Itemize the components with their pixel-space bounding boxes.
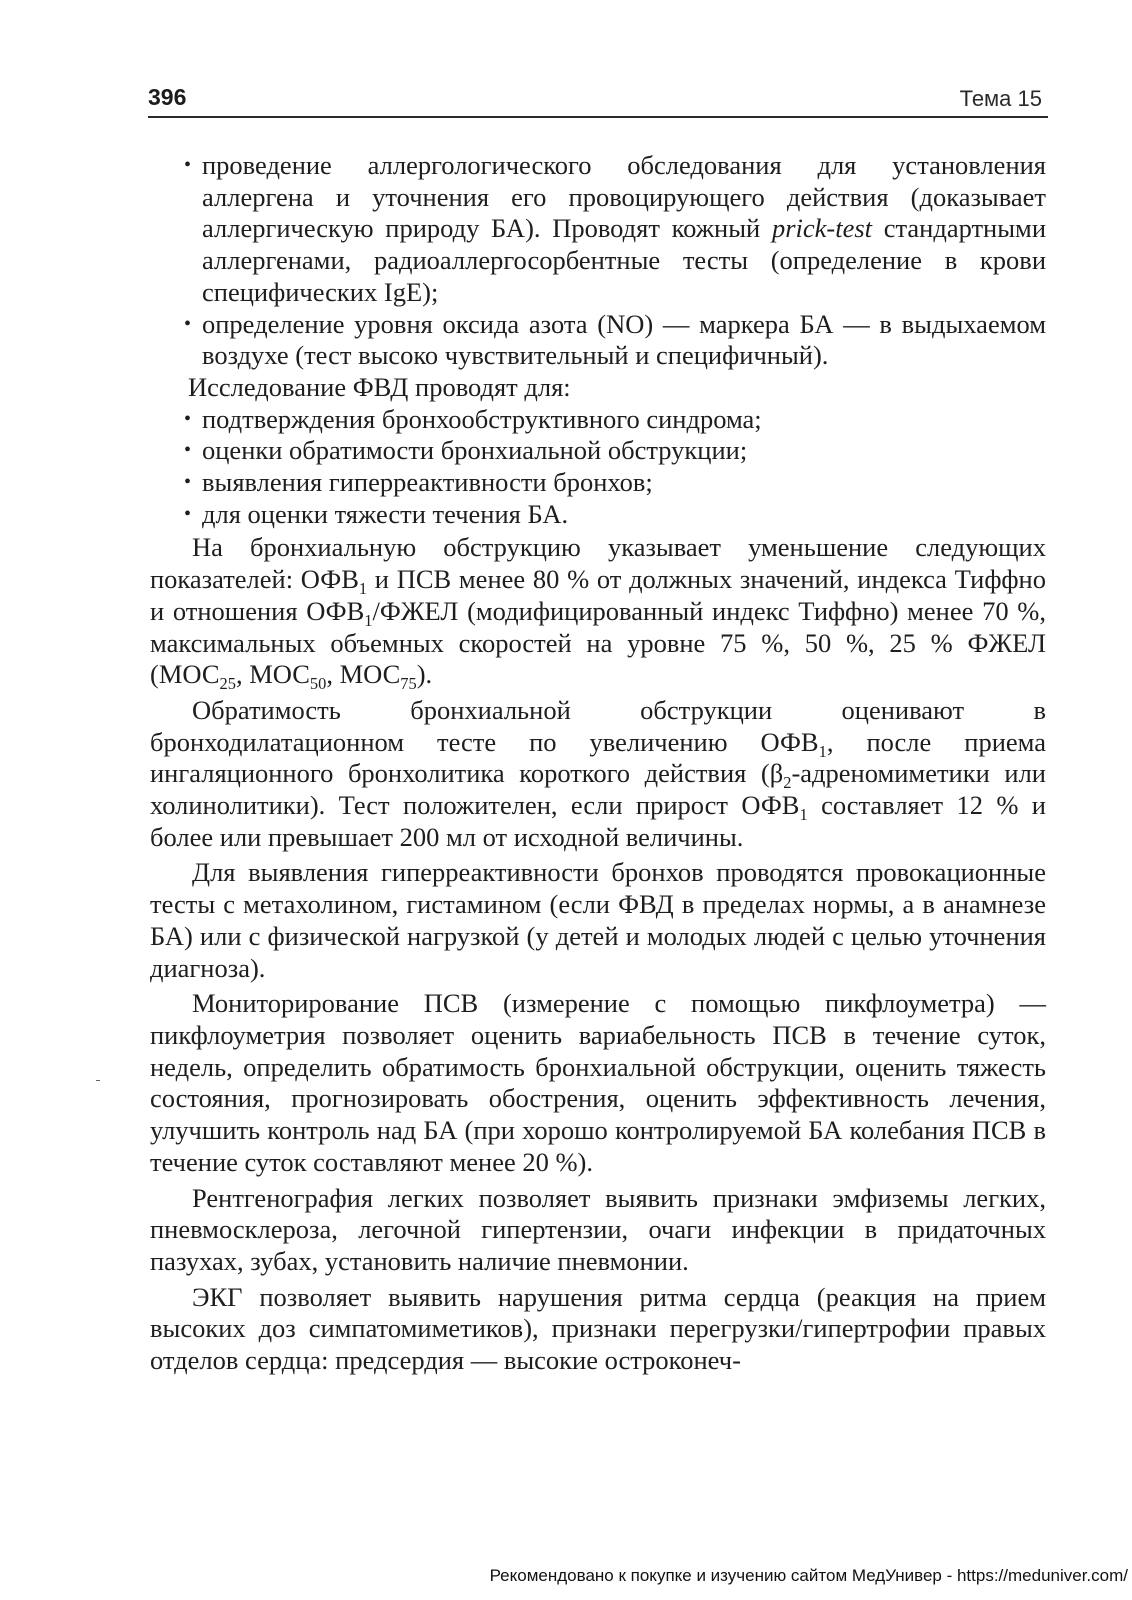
text-run: , МОС: [235, 659, 310, 690]
margin-mark: [96, 1080, 100, 1081]
text-run: На бронхиальную обструкцию указывает уменьшение следующих показателей: ОФВ: [150, 532, 1046, 595]
page-number: 396: [148, 84, 187, 110]
text-run: ).: [416, 659, 433, 690]
body-text: [150, 150, 1046, 1381]
list-item: [150, 309, 1046, 372]
paragraph-monitoring: Мониторирование ПСВ (измерение с помощью пикфлоуметра) — пикфлоуметрия позволяет оценить вариабельность ПСВ в течение суток, недель, определить обратимость бронхиальной обструкции, оценить тяжесть состояния, прогнозировать обострения, оценить эффективность лечения, улучшить контроль над БА (при хорошо контролируемой БА колебания ПСВ в течение суток составляют менее 20 %).: [150, 988, 1046, 1177]
list-item: [150, 499, 1046, 531]
paragraph-ecg: ЭКГ позволяет выявить нарушения ритма сердца (реакция на прием высоких доз симпатомиметиков), признаки перегрузки/гипертрофии правых отделов сердца: предсердия — высокие остроконеч-: [150, 1281, 1046, 1376]
list-item: [150, 435, 1046, 467]
running-title: Тема 15: [959, 86, 1042, 111]
list-item: [150, 404, 1046, 436]
bullet-text: выявления гиперреактивности бронхов;: [202, 467, 653, 498]
subscript: 1: [364, 610, 373, 630]
bullet-icon: •: [184, 312, 192, 335]
text-run: и ПСВ менее 80 % от должных значений, индекса Тиффно и отношения ОФВ: [150, 564, 1046, 626]
text-run: , после приема ингаляционного бронхолитика короткого действия (β: [150, 726, 1046, 789]
list-item: [150, 150, 1046, 309]
bullet-text-part: стандартными аллергенами, радиоаллергосорбентные тесты (определение в крови специфических IgE);: [202, 213, 1046, 307]
bullet-icon: •: [184, 471, 192, 494]
text-run: /ФЖЕЛ (модифицированный индекс Тиффно) менее 70 %, максимальных объемных скоростей на уровне 75 %, 50 %, 25 % ФЖЕЛ (МОС: [150, 595, 1046, 690]
subscript: 2: [783, 773, 792, 793]
list-item: [150, 467, 1046, 499]
text-run: -адреномиметики или холинолитики). Тест положителен, если прирост ОФВ: [150, 758, 1046, 821]
subscript: 25: [219, 674, 236, 693]
bullet-icon: •: [184, 407, 192, 430]
allergy-bullet-list: [150, 150, 1046, 372]
prick-test-term: prick-test: [771, 213, 873, 244]
page-header: [148, 84, 1048, 114]
subscript: 75: [400, 674, 417, 693]
subscript: 50: [309, 674, 327, 693]
subscript: 1: [818, 741, 827, 761]
paragraph-obstruction: [150, 532, 1046, 691]
bullet-icon: •: [184, 502, 192, 525]
bullet-text: оценки обратимости бронхиальной обструкции;: [202, 435, 748, 466]
footer-recommendation: Рекомендовано к покупке и изучению сайтом МедУнивер - https://meduniver.com/: [489, 1566, 1128, 1585]
paragraph-reversibility: [150, 695, 1046, 854]
header-rule: [148, 116, 1048, 118]
subscript: 1: [799, 804, 808, 824]
fvd-lead: Исследование ФВД проводят для:: [188, 371, 571, 402]
text-run: составляет 12 % и более или превышает 200 мл от исходной величины.: [150, 790, 1046, 852]
paragraph-hyperreactivity: Для выявления гиперреактивности бронхов проводятся провокационные тесты с метахолином, гистамином (если ФВД в пределах нормы, а в анамнезе БА) или с физической нагрузкой (у детей и молодых людей с целью уточнения диагноза).: [150, 857, 1046, 983]
bullet-icon: •: [184, 439, 192, 462]
bullet-text: определение уровня оксида азота (NO) — маркера БА — в выдыхаемом воздухе (тест высоко чувствительный и специфичный).: [202, 308, 1046, 371]
paragraph-xray: Рентгенография легких позволяет выявить признаки эмфиземы легких, пневмосклероза, легочной гипертензии, очаги инфекции в придаточных пазухах, зубах, установить наличие пневмонии.: [150, 1182, 1046, 1276]
fvd-bullet-list: [150, 404, 1046, 531]
bullet-text: подтверждения бронхообструктивного синдрома;: [202, 403, 762, 434]
subscript: 1: [358, 578, 368, 598]
bullet-text-part: проведение аллергологического обследования для установления аллергена и уточнения его провоцирующего действия (доказывает аллергическую природу БА). Проводят кожный: [202, 150, 1046, 244]
bullet-icon: •: [184, 154, 192, 176]
bullet-text: для оценки тяжести течения БА.: [202, 498, 569, 529]
text-run: Обратимость бронхиальной обструкции оценивают в бронходилатационном тесте по увеличению ОФВ: [150, 694, 1046, 757]
text-run: , МОС: [326, 659, 401, 690]
